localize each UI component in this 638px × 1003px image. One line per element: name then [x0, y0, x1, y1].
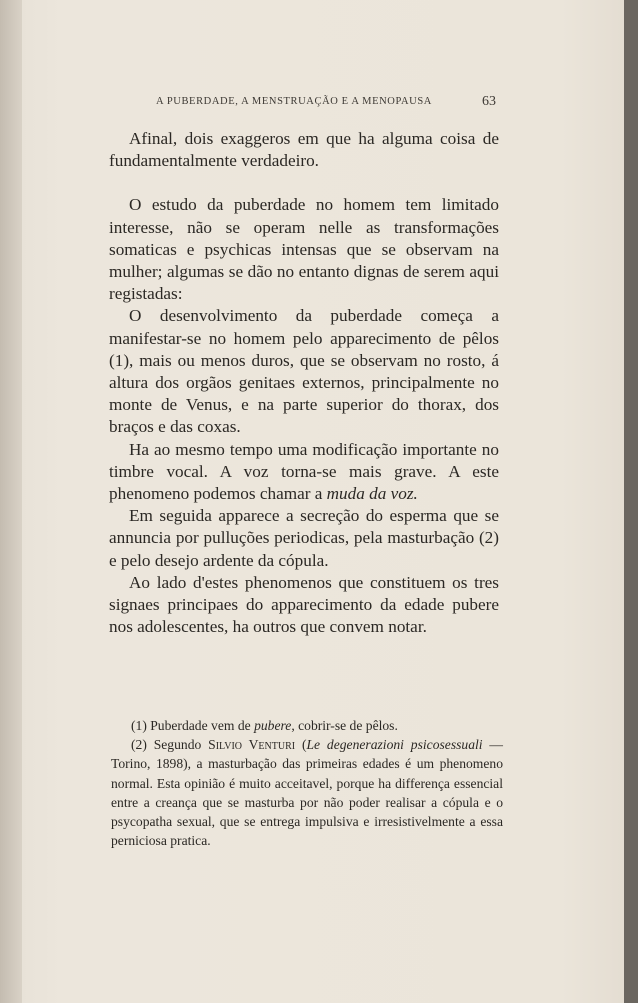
paragraph-6: Ao lado d'estes phenomenos que constituem os tres signaes principaes do apparecimento da edade pubere nos adolescentes, ha outros que convem notar.: [109, 572, 499, 637]
paragraph-2: O estudo da puberdade no homem tem limitado interesse, não se operam nelle as transformações somaticas e psychicas intensas que se observam na mulher; algumas se dão no entanto dignas de serem aqui registadas:: [109, 195, 499, 304]
footnote-1-tail: , cobrir-se de pêlos.: [291, 718, 398, 733]
paragraph-4-italic: muda da voz.: [326, 484, 418, 504]
paragraph-4: [109, 439, 499, 506]
page-gutter: [0, 0, 22, 1003]
footnote-1: [111, 716, 503, 735]
paragraph-1: Afinal, dois exaggeros em que ha alguma coisa de fundamentalmente verdadeiro.: [109, 129, 499, 171]
paragraph-5: Em seguida apparece a secreção do esperma que se annuncia por pulluções periodicas, pela masturbação (2) e pelo desejo ardente da cópula.: [109, 506, 499, 570]
paragraph-3: O desenvolvimento da puberdade começa a manifestar-se no homem pelo apparecimento de pêlos (1), mais ou menos duros, que se observam no rosto, á altura dos orgãos genitaes externos, principalmente no monte de Venus, e na parte superior do thorax, dos braços e das coxas.: [109, 306, 499, 437]
main-text: [109, 128, 499, 638]
footnote-2-text: (2) Segundo: [131, 737, 209, 753]
footnotes: [111, 716, 503, 850]
footnote-2-italic: Le degenerazioni psicosessuali: [306, 737, 483, 753]
footnote-2-paren: (: [295, 737, 307, 753]
footnote-2-rest: — Torino, 1898), a masturbação das primeiras edades é um phenomeno normal. Esta opinião é muito acceitavel, porque ha differença essencial entre a creança que se masturba por não poder realisar a cópula e o psycopatha sexual, que se entrega impulsiva e irresistivelmente a essa perniciosa pratica.: [111, 737, 504, 849]
footnote-2-author: Silvio Venturi: [208, 737, 296, 753]
paragraph-4-text: Ha ao mesmo tempo uma modificação importante no timbre vocal. A voz torna-se mais grave. A este phenomeno podemos chamar a: [109, 439, 499, 504]
running-head-title: A PUBERDADE, A MENSTRUAÇÃO E A MENOPAUSA: [156, 96, 432, 107]
footnote-1-italic: pubere: [254, 718, 292, 733]
footnote-1-text: (1) Puberdade vem de: [131, 718, 255, 733]
page-number: 63: [482, 94, 496, 109]
footnote-2: [111, 735, 503, 850]
